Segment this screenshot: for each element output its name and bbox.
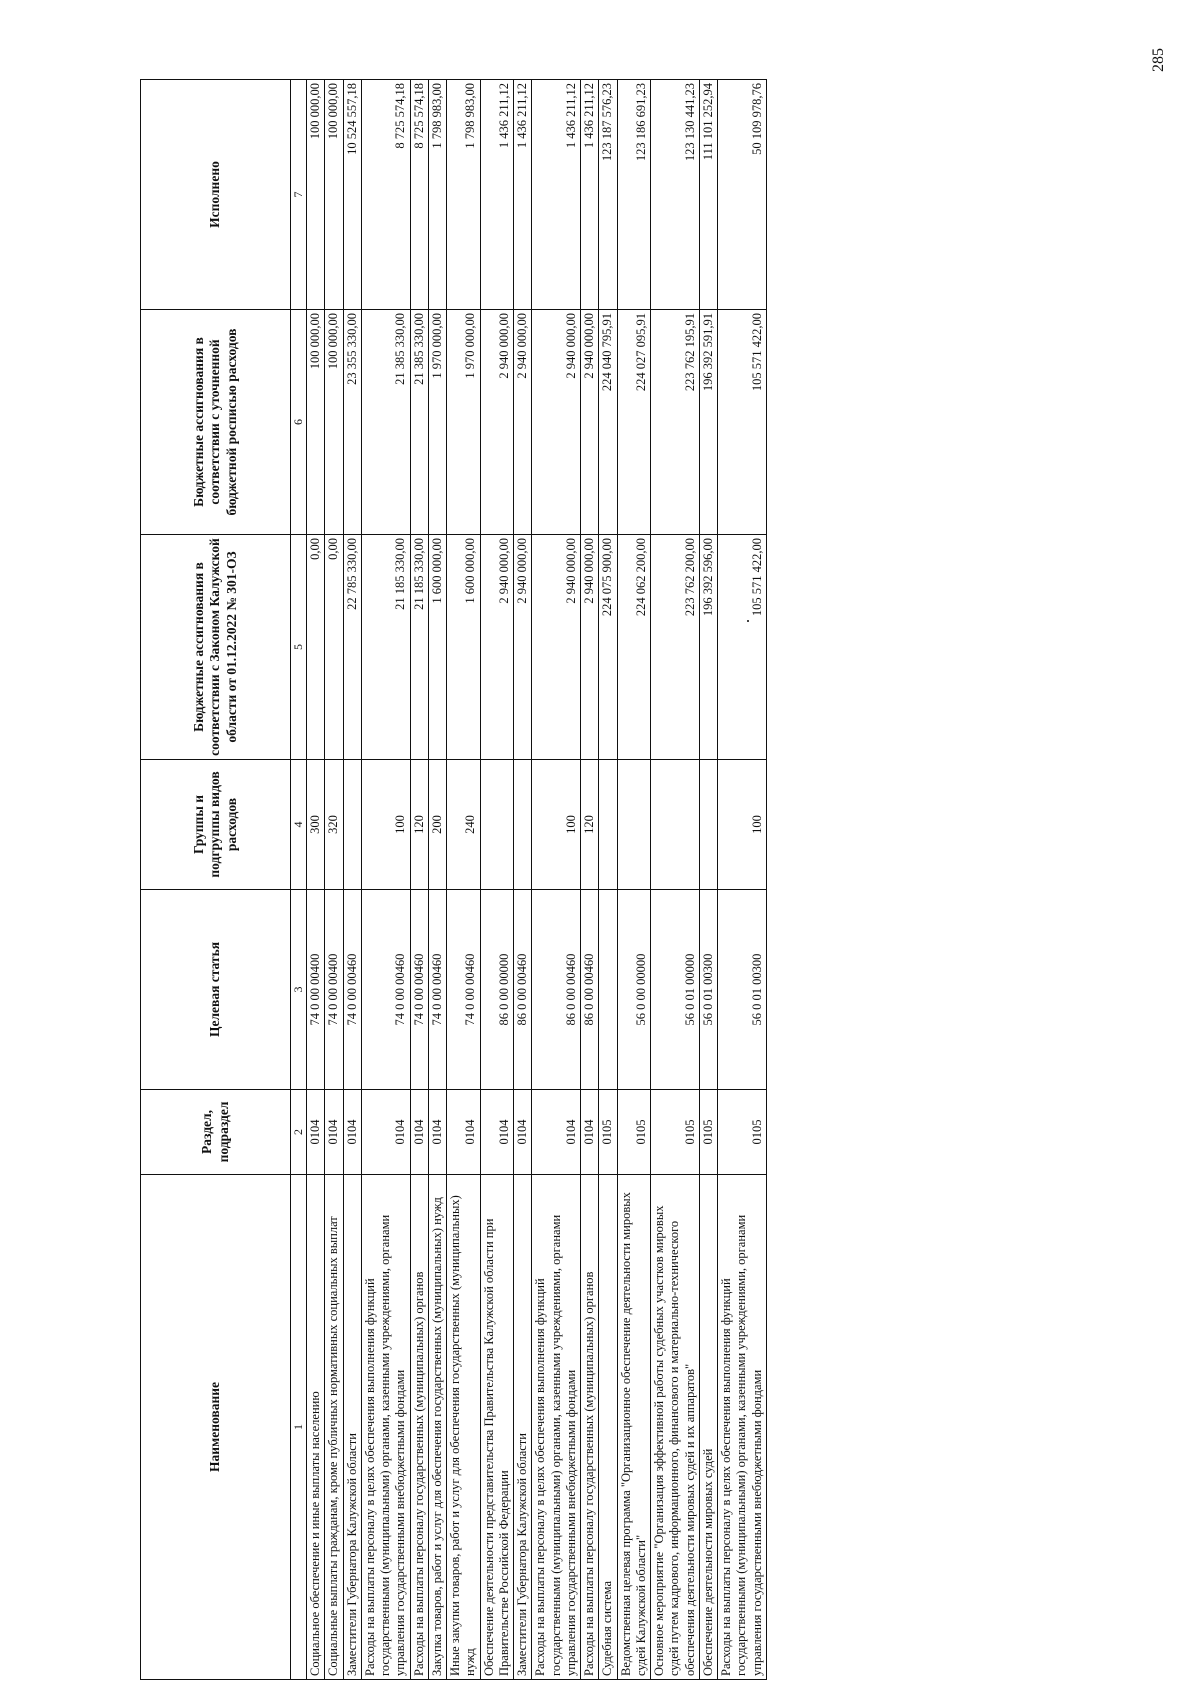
column-number: 2: [291, 1090, 307, 1175]
cell-refined: 223 762 195,91: [651, 310, 700, 535]
cell-name: Расходы на выплаты персоналу в целях обеспечения выполнения функций государственными (муниципальными) органами, казенными учреждениями, органами управления государственными внебюджетными фондами: [361, 1175, 410, 1680]
cell-name: Социальные выплаты гражданам, кроме публичных нормативных социальных выплат: [325, 1175, 343, 1680]
cell-refined: 23 355 330,00: [343, 310, 361, 535]
table-row: [343, 80, 361, 1680]
cell-executed: 111 101 252,94: [699, 80, 717, 310]
cell-law: 2 940 000,00: [480, 535, 514, 760]
cell-group: [617, 760, 651, 890]
cell-name: Судебная система: [599, 1175, 617, 1680]
cell-executed: 123 130 441,23: [651, 80, 700, 310]
header-groups: Группы и подгруппы видов расходов: [141, 760, 291, 890]
cell-law: 21 185 330,00: [410, 535, 428, 760]
cell-refined: 1 970 000,00: [447, 310, 481, 535]
cell-group: 320: [325, 760, 343, 890]
cell-section: 0105: [599, 1090, 617, 1175]
cell-executed: 1 798 983,00: [447, 80, 481, 310]
cell-executed: 100 000,00: [307, 80, 325, 310]
cell-name: Ведомственная целевая программа "Организационное обеспечение деятельности мировых судей Калужской области": [617, 1175, 651, 1680]
cell-group: [599, 760, 617, 890]
cell-law: 21 185 330,00: [361, 535, 410, 760]
cell-executed: 1 436 211,12: [514, 80, 532, 310]
cell-refined: 224 040 795,91: [599, 310, 617, 535]
column-number: 5: [291, 535, 307, 760]
cell-group: 200: [428, 760, 446, 890]
cell-name: Расходы на выплаты персоналу государственных (муниципальных) органов: [581, 1175, 599, 1680]
cell-section: 0104: [480, 1090, 514, 1175]
cell-law: 2 940 000,00: [532, 535, 581, 760]
cell-executed: 1 436 211,12: [581, 80, 599, 310]
cell-refined: 196 392 591,91: [699, 310, 717, 535]
column-number: 1: [291, 1175, 307, 1680]
cell-refined: 2 940 000,00: [514, 310, 532, 535]
cell-refined: 2 940 000,00: [480, 310, 514, 535]
cell-section: 0104: [343, 1090, 361, 1175]
table-row: [718, 80, 767, 1680]
cell-refined: 100 000,00: [307, 310, 325, 535]
cell-name: Социальное обеспечение и иные выплаты населению: [307, 1175, 325, 1680]
cell-refined: 21 385 330,00: [361, 310, 410, 535]
cell-executed: 100 000,00: [325, 80, 343, 310]
cell-target: 74 0 00 00460: [361, 890, 410, 1090]
column-number: 7: [291, 80, 307, 310]
budget-sheet: [140, 80, 1200, 1680]
scan-speck: [747, 620, 749, 622]
cell-section: 0104: [361, 1090, 410, 1175]
cell-name: Обеспечение деятельности мировых судей: [699, 1175, 717, 1680]
table-row: [514, 80, 532, 1680]
cell-executed: 1 436 211,12: [480, 80, 514, 310]
cell-executed: 123 186 691,23: [617, 80, 651, 310]
cell-name: Основное мероприятие "Организация эффективной работы судебных участков мировых судей путем кадрового, информационного, финансового и материально-технического обеспечения деятельности мировых судей и их аппаратов": [651, 1175, 700, 1680]
cell-group: 100: [718, 760, 767, 890]
header-executed: Исполнено: [141, 80, 291, 310]
table-row: [428, 80, 446, 1680]
cell-group: 120: [410, 760, 428, 890]
budget-table: [140, 79, 767, 1680]
table-row: [617, 80, 651, 1680]
table-body: [307, 80, 767, 1680]
cell-executed: 8 725 574,18: [410, 80, 428, 310]
cell-executed: 123 187 576,23: [599, 80, 617, 310]
table-row: [480, 80, 514, 1680]
header-row: [141, 80, 291, 1680]
cell-law: 0,00: [307, 535, 325, 760]
table-row: [599, 80, 617, 1680]
cell-target: 74 0 00 00460: [343, 890, 361, 1090]
cell-target: 56 0 01 00000: [651, 890, 700, 1090]
cell-name: Закупка товаров, работ и услуг для обеспечения государственных (муниципальных) нужд: [428, 1175, 446, 1680]
cell-name: Заместители Губернатора Калужской области: [514, 1175, 532, 1680]
cell-target: 74 0 00 00400: [325, 890, 343, 1090]
cell-target: 86 0 00 00460: [581, 890, 599, 1090]
cell-target: 74 0 00 00400: [307, 890, 325, 1090]
cell-target: 86 0 00 00460: [514, 890, 532, 1090]
cell-target: 74 0 00 00460: [447, 890, 481, 1090]
cell-refined: 105 571 422,00: [718, 310, 767, 535]
table-row: [581, 80, 599, 1680]
column-number: 3: [291, 890, 307, 1090]
cell-target: 74 0 00 00460: [410, 890, 428, 1090]
cell-group: [480, 760, 514, 890]
cell-executed: 10 524 557,18: [343, 80, 361, 310]
cell-section: 0104: [514, 1090, 532, 1175]
cell-name: Заместители Губернатора Калужской области: [343, 1175, 361, 1680]
cell-executed: 1 798 983,00: [428, 80, 446, 310]
cell-law: 2 940 000,00: [581, 535, 599, 760]
cell-group: [651, 760, 700, 890]
cell-section: 0104: [410, 1090, 428, 1175]
header-name: Наименование: [141, 1175, 291, 1680]
cell-section: 0105: [699, 1090, 717, 1175]
cell-executed: 8 725 574,18: [361, 80, 410, 310]
cell-executed: 50 109 978,76: [718, 80, 767, 310]
cell-section: 0104: [325, 1090, 343, 1175]
cell-target: 56 0 01 00300: [699, 890, 717, 1090]
cell-law: 1 600 000,00: [447, 535, 481, 760]
table-row: [651, 80, 700, 1680]
cell-group: [514, 760, 532, 890]
cell-refined: 100 000,00: [325, 310, 343, 535]
table-row: [307, 80, 325, 1680]
cell-section: 0105: [617, 1090, 651, 1175]
cell-section: 0104: [581, 1090, 599, 1175]
cell-refined: 21 385 330,00: [410, 310, 428, 535]
cell-refined: 2 940 000,00: [532, 310, 581, 535]
table-row: [699, 80, 717, 1680]
header-section: Раздел, подраздел: [141, 1090, 291, 1175]
cell-law: 224 075 900,00: [599, 535, 617, 760]
cell-group: 300: [307, 760, 325, 890]
cell-name: Расходы на выплаты персоналу в целях обеспечения выполнения функций государственными (муниципальными) органами, казенными учреждениями, органами управления государственными внебюджетными фондами: [718, 1175, 767, 1680]
header-law: Бюджетные ассигнования в соответствии с Законом Калужской области от 01.12.2022 № 301-ОЗ: [141, 535, 291, 760]
cell-law: 2 940 000,00: [514, 535, 532, 760]
cell-refined: 224 027 095,91: [617, 310, 651, 535]
table-row: [447, 80, 481, 1680]
cell-name: Обеспечение деятельности представительства Правительства Калужской области при Правительстве Российской Федерации: [480, 1175, 514, 1680]
cell-section: 0105: [718, 1090, 767, 1175]
cell-section: 0104: [447, 1090, 481, 1175]
header-target: Целевая статья: [141, 890, 291, 1090]
cell-target: 86 0 00 00000: [480, 890, 514, 1090]
cell-target: [599, 890, 617, 1090]
cell-target: 86 0 00 00460: [532, 890, 581, 1090]
header-refined: Бюджетные ассигнования в соответствии с уточненной бюджетной росписью расходов: [141, 310, 291, 535]
cell-group: 240: [447, 760, 481, 890]
cell-section: 0104: [428, 1090, 446, 1175]
cell-refined: 2 940 000,00: [581, 310, 599, 535]
column-number-row: [291, 80, 307, 1680]
cell-target: 74 0 00 00460: [428, 890, 446, 1090]
cell-law: 196 392 596,00: [699, 535, 717, 760]
table-row: [532, 80, 581, 1680]
cell-name: Расходы на выплаты персоналу государственных (муниципальных) органов: [410, 1175, 428, 1680]
cell-law: 0,00: [325, 535, 343, 760]
column-number: 6: [291, 310, 307, 535]
cell-law: 223 762 200,00: [651, 535, 700, 760]
cell-name: Иные закупки товаров, работ и услуг для обеспечения государственных (муниципальных) нужд: [447, 1175, 481, 1680]
table-row: [410, 80, 428, 1680]
cell-law: 22 785 330,00: [343, 535, 361, 760]
cell-name: Расходы на выплаты персоналу в целях обеспечения выполнения функций государственными (муниципальными) органами, казенными учреждениями, органами управления государственными внебюджетными фондами: [532, 1175, 581, 1680]
cell-law: 224 062 200,00: [617, 535, 651, 760]
table-row: [325, 80, 343, 1680]
table-row: [361, 80, 410, 1680]
cell-group: [699, 760, 717, 890]
cell-law: 105 571 422,00: [718, 535, 767, 760]
cell-section: 0105: [651, 1090, 700, 1175]
cell-target: 56 0 01 00300: [718, 890, 767, 1090]
cell-section: 0104: [307, 1090, 325, 1175]
cell-section: 0104: [532, 1090, 581, 1175]
cell-refined: 1 970 000,00: [428, 310, 446, 535]
cell-group: 100: [361, 760, 410, 890]
column-number: 4: [291, 760, 307, 890]
cell-law: 1 600 000,00: [428, 535, 446, 760]
cell-executed: 1 436 211,12: [532, 80, 581, 310]
page-number: 285: [1150, 48, 1167, 72]
cell-target: 56 0 00 00000: [617, 890, 651, 1090]
cell-group: [343, 760, 361, 890]
cell-group: 120: [581, 760, 599, 890]
cell-group: 100: [532, 760, 581, 890]
